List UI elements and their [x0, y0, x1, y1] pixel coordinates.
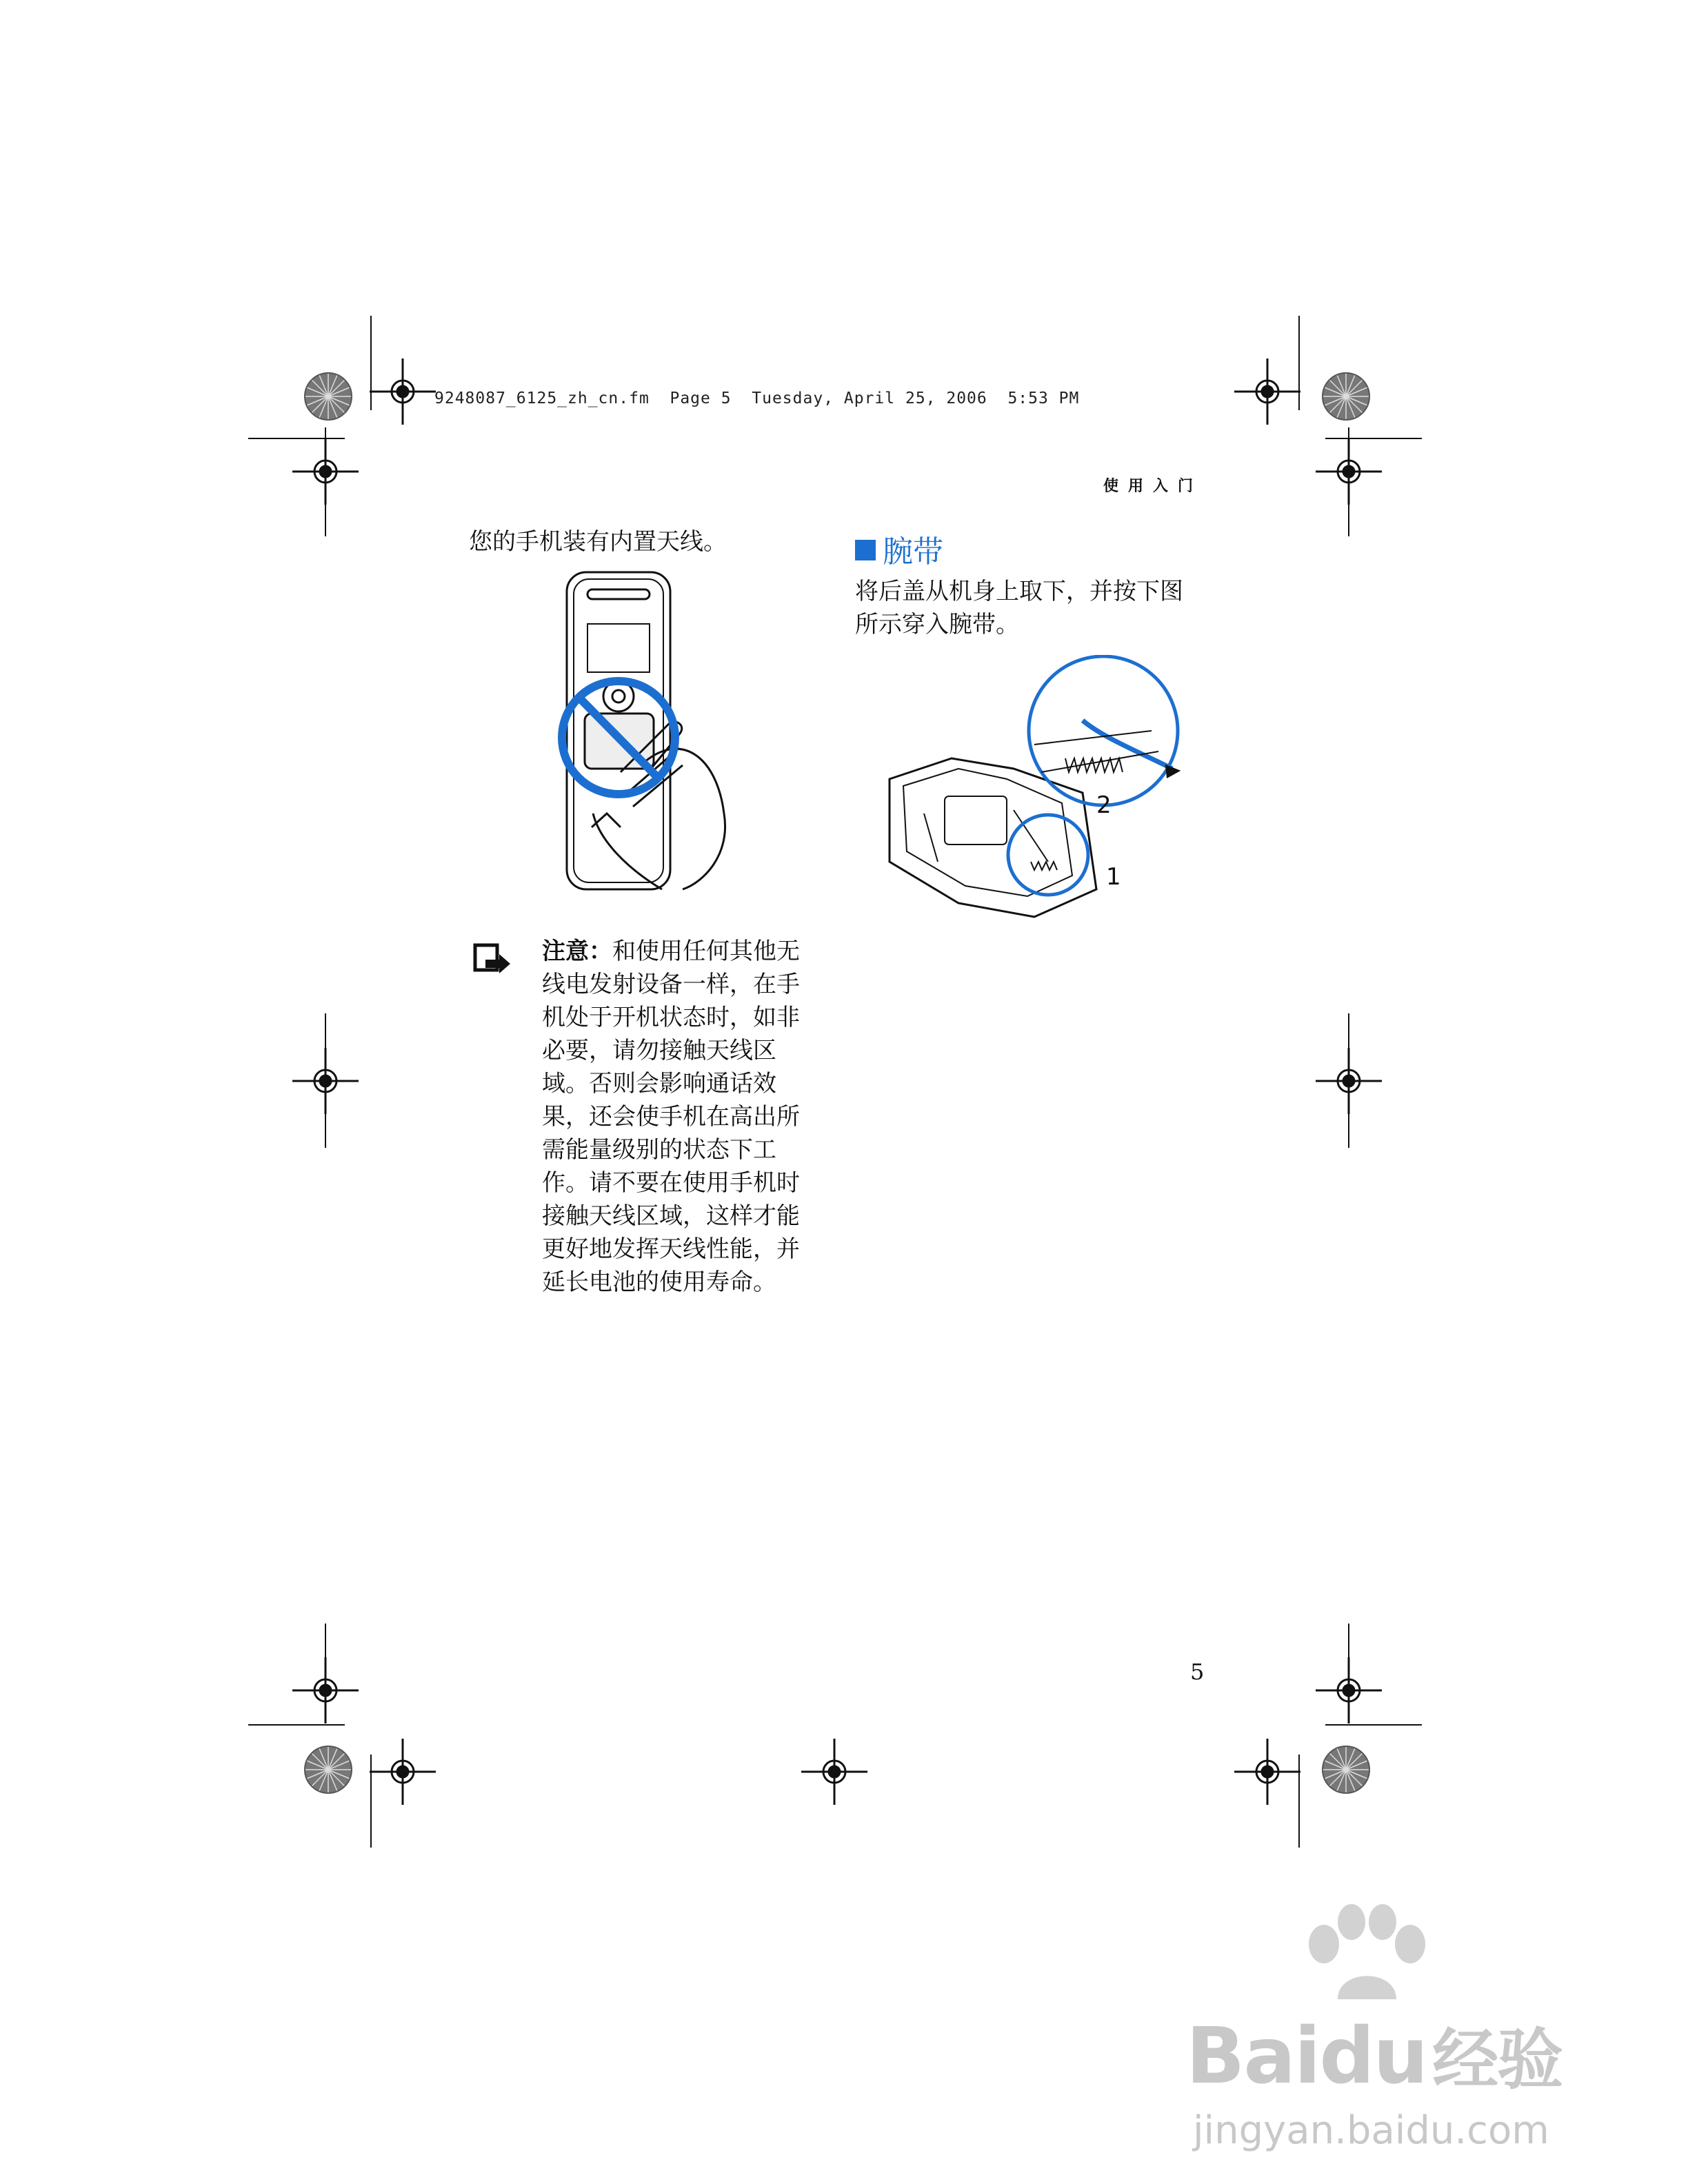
note-line: 需能量级别的状态下工: [542, 1136, 776, 1164]
wrist-strap-heading: [855, 527, 943, 571]
baidu-watermark-logo: [1186, 2008, 1562, 2102]
heading-text: 腕带: [883, 534, 943, 569]
phone-antenna-illustration: [524, 565, 758, 896]
section-title: 使用入门: [1103, 478, 1203, 495]
note-line: 线电发射设备一样，在手: [542, 971, 800, 998]
watermark-brand-left: Bai: [1186, 2012, 1320, 2101]
note-line: 必要，请勿接触天线区: [542, 1037, 776, 1064]
note-line: 延长电池的使用寿命。: [542, 1268, 776, 1296]
note-line: 果，还会使手机在高出所: [542, 1103, 800, 1131]
file-info: 9248087_6125_zh_cn.fm Page 5 Tuesday, April 25, 2006 5:53 PM: [434, 390, 1080, 407]
note-line: 接触天线区域，这样才能: [542, 1202, 800, 1230]
note-line: 域。否则会影响通话效: [542, 1070, 776, 1098]
baidu-paw-logo: [1296, 1903, 1434, 2013]
note-line: 更好地发挥天线性能，并: [542, 1235, 800, 1263]
page-number: 5: [1190, 1659, 1205, 1685]
watermark-url: jingyan.baidu.com: [1193, 2108, 1549, 2153]
note-icon: [473, 943, 512, 976]
note-line: 机处于开机状态时，如非: [542, 1004, 800, 1031]
watermark-brand-right: du: [1319, 2012, 1427, 2101]
instruction-line: 将后盖从机身上取下，并按下图: [855, 578, 1183, 605]
callout-2: 2: [1096, 791, 1112, 819]
callout-1: 1: [1106, 863, 1121, 891]
note-label: 注意：: [542, 938, 612, 965]
note-line: 和使用任何其他无: [612, 938, 800, 965]
wrist-strap-instructions: [855, 575, 1183, 641]
wrist-strap-illustration: [876, 655, 1200, 924]
instruction-line: 所示穿入腕带。: [855, 611, 1019, 638]
heading-square-icon: [855, 540, 876, 560]
antenna-note: [542, 935, 832, 1299]
watermark-brand-cn: 经验: [1432, 2021, 1563, 2099]
note-line: 作。请不要在使用手机时: [542, 1169, 800, 1197]
intro-text: 您的手机装有内置天线。: [469, 528, 727, 556]
